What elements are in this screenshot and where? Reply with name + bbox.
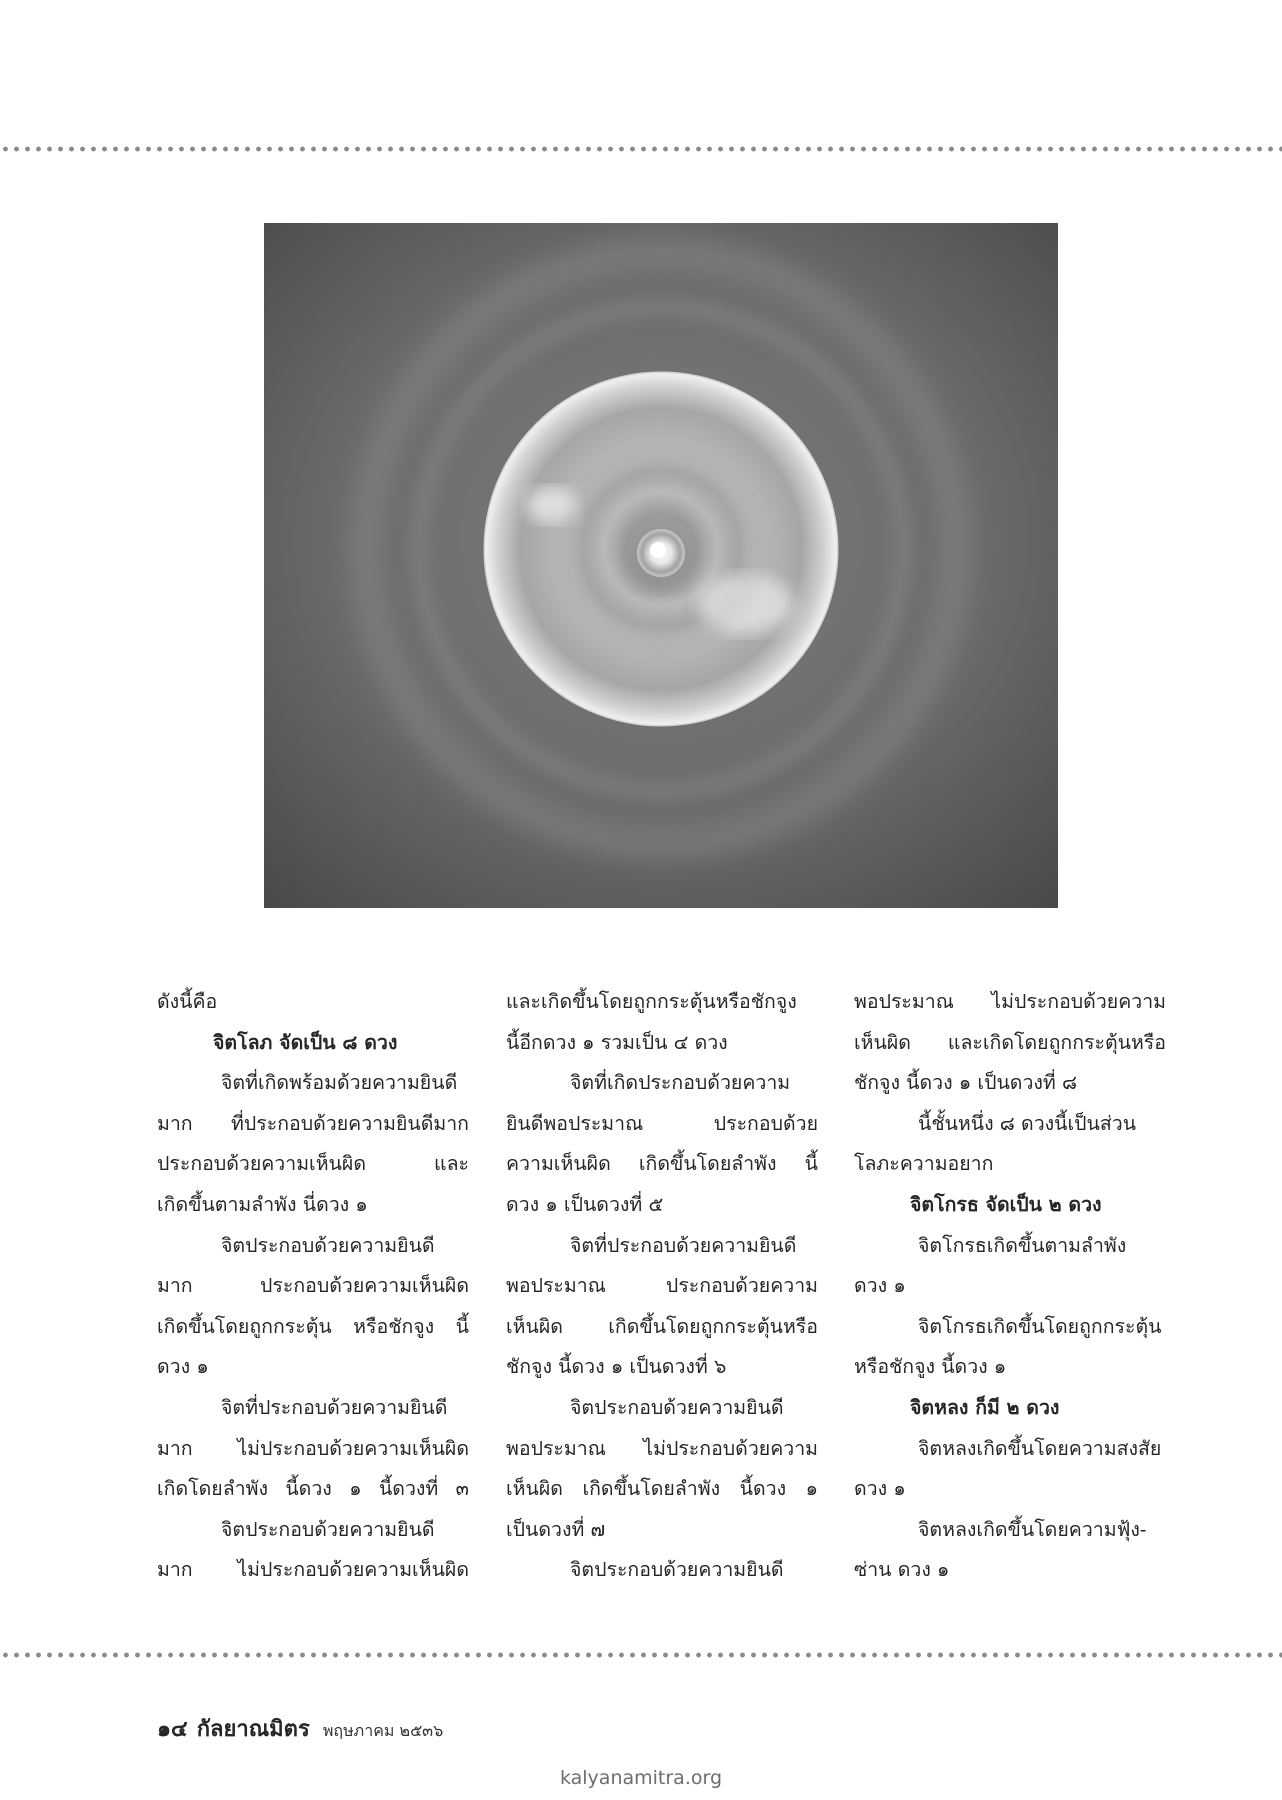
text-line: ดวง ๑ bbox=[854, 1477, 906, 1501]
text-line: จิตโกรธเกิดขึ้นโดยถูกกระตุ้น bbox=[918, 1314, 1162, 1338]
text-line: ชักจูง นี้ดวง ๑ เป็นดวงที่ ๘ bbox=[854, 1071, 1078, 1095]
text-line: จิตที่เกิดประกอบด้วยความ bbox=[570, 1071, 791, 1095]
text-line: เป็นดวงที่ ๗ bbox=[506, 1517, 606, 1541]
text-column-2 bbox=[506, 982, 818, 1591]
bottom-dotted-rule bbox=[0, 1652, 1282, 1658]
text-line: พอประมาณ ไม่ประกอบด้วยความ bbox=[854, 990, 1166, 1013]
text-line: เห็นผิด เกิดขึ้นโดยถูกกระตุ้นหรือ bbox=[506, 1314, 818, 1338]
top-dotted-rule bbox=[0, 146, 1282, 152]
text-line: จิตหลงเกิดขึ้นโดยความฟุ้ง- bbox=[918, 1517, 1147, 1541]
text-line: และเกิดขึ้นโดยถูกกระตุ้นหรือชักจูง bbox=[506, 990, 797, 1013]
text-line: จิตหลงเกิดขึ้นโดยความสงสัย bbox=[918, 1436, 1162, 1460]
page-number: ๑๔ bbox=[157, 1717, 188, 1742]
text-column-1 bbox=[157, 982, 469, 1591]
section-heading: จิตโลภ จัดเป็น ๘ ดวง bbox=[213, 1030, 398, 1054]
text-line: เกิดขึ้นโดยถูกกระตุ้น หรือชักจูง นี้ bbox=[157, 1314, 469, 1338]
text-line: ดวง ๑ เป็นดวงที่ ๕ bbox=[506, 1192, 664, 1216]
text-line: จิตประกอบด้วยความยินดี bbox=[221, 1233, 435, 1257]
text-line: จิตที่เกิดพร้อมด้วยความยินดี bbox=[221, 1071, 458, 1095]
text-line: หรือชักจูง นี้ดวง ๑ bbox=[854, 1355, 1007, 1379]
text-line: มาก ไม่ประกอบด้วยความเห็นผิด bbox=[157, 1558, 469, 1582]
text-line: ประกอบด้วยความเห็นผิด และ bbox=[157, 1152, 469, 1176]
page-footer bbox=[157, 1711, 443, 1741]
glowing-orb-illustration bbox=[264, 223, 1058, 908]
text-line: ยินดีพอประมาณ ประกอบด้วย bbox=[506, 1111, 818, 1135]
text-line: จิตประกอบด้วยความยินดี bbox=[221, 1517, 435, 1541]
text-line: ดังนี้คือ bbox=[157, 990, 218, 1013]
text-line: ความเห็นผิด เกิดขึ้นโดยลำพัง นี้ bbox=[506, 1152, 818, 1176]
text-line: ดวง ๑ bbox=[157, 1355, 209, 1379]
text-column-3 bbox=[854, 982, 1166, 1591]
text-line: เห็นผิด เกิดขึ้นโดยลำพัง นี้ดวง ๑ bbox=[506, 1477, 818, 1501]
text-line: พอประมาณ ไม่ประกอบด้วยความ bbox=[506, 1436, 818, 1460]
text-line: จิตประกอบด้วยความยินดี bbox=[570, 1395, 784, 1419]
source-watermark: kalyanamitra.org bbox=[559, 1767, 723, 1789]
article-body bbox=[0, 982, 1282, 1622]
section-heading: จิตโกรธ จัดเป็น ๒ ดวง bbox=[910, 1192, 1102, 1216]
text-line: ดวง ๑ bbox=[854, 1274, 906, 1298]
text-line: ชักจูง นี้ดวง ๑ เป็นดวงที่ ๖ bbox=[506, 1355, 727, 1379]
text-line: มาก ไม่ประกอบด้วยความเห็นผิด bbox=[157, 1436, 469, 1460]
text-line: เกิดโดยลำพัง นี้ดวง ๑ นี้ดวงที่ ๓ bbox=[157, 1477, 469, 1501]
text-line: พอประมาณ ประกอบด้วยความ bbox=[506, 1274, 818, 1298]
text-line: นี้อีกดวง ๑ รวมเป็น ๔ ดวง bbox=[506, 1030, 728, 1054]
text-line: เห็นผิด และเกิดโดยถูกกระตุ้นหรือ bbox=[854, 1030, 1166, 1054]
text-line: มาก ประกอบด้วยความเห็นผิด bbox=[157, 1274, 469, 1298]
text-line: จิตที่ประกอบด้วยความยินดี bbox=[570, 1233, 797, 1257]
text-line: จิตโกรธเกิดขึ้นตามลำพัง bbox=[918, 1233, 1127, 1257]
text-line: โลภะความอยาก bbox=[854, 1152, 994, 1176]
section-heading: จิตหลง ก็มี ๒ ดวง bbox=[910, 1395, 1060, 1419]
issue-date: พฤษภาคม ๒๕๓๖ bbox=[322, 1721, 444, 1740]
text-line: จิตที่ประกอบด้วยความยินดี bbox=[221, 1395, 448, 1419]
text-line: จิตประกอบด้วยความยินดี bbox=[570, 1558, 784, 1582]
magazine-name: กัลยาณมิตร bbox=[196, 1717, 310, 1742]
text-line: นี้ชั้นหนึ่ง ๘ ดวงนี้เป็นส่วน bbox=[918, 1111, 1137, 1135]
text-line: มาก ที่ประกอบด้วยความยินดีมาก bbox=[157, 1111, 469, 1135]
text-line: ซ่าน ดวง ๑ bbox=[854, 1558, 950, 1582]
text-line: เกิดขึ้นตามลำพัง นี่ดวง ๑ bbox=[157, 1192, 368, 1216]
